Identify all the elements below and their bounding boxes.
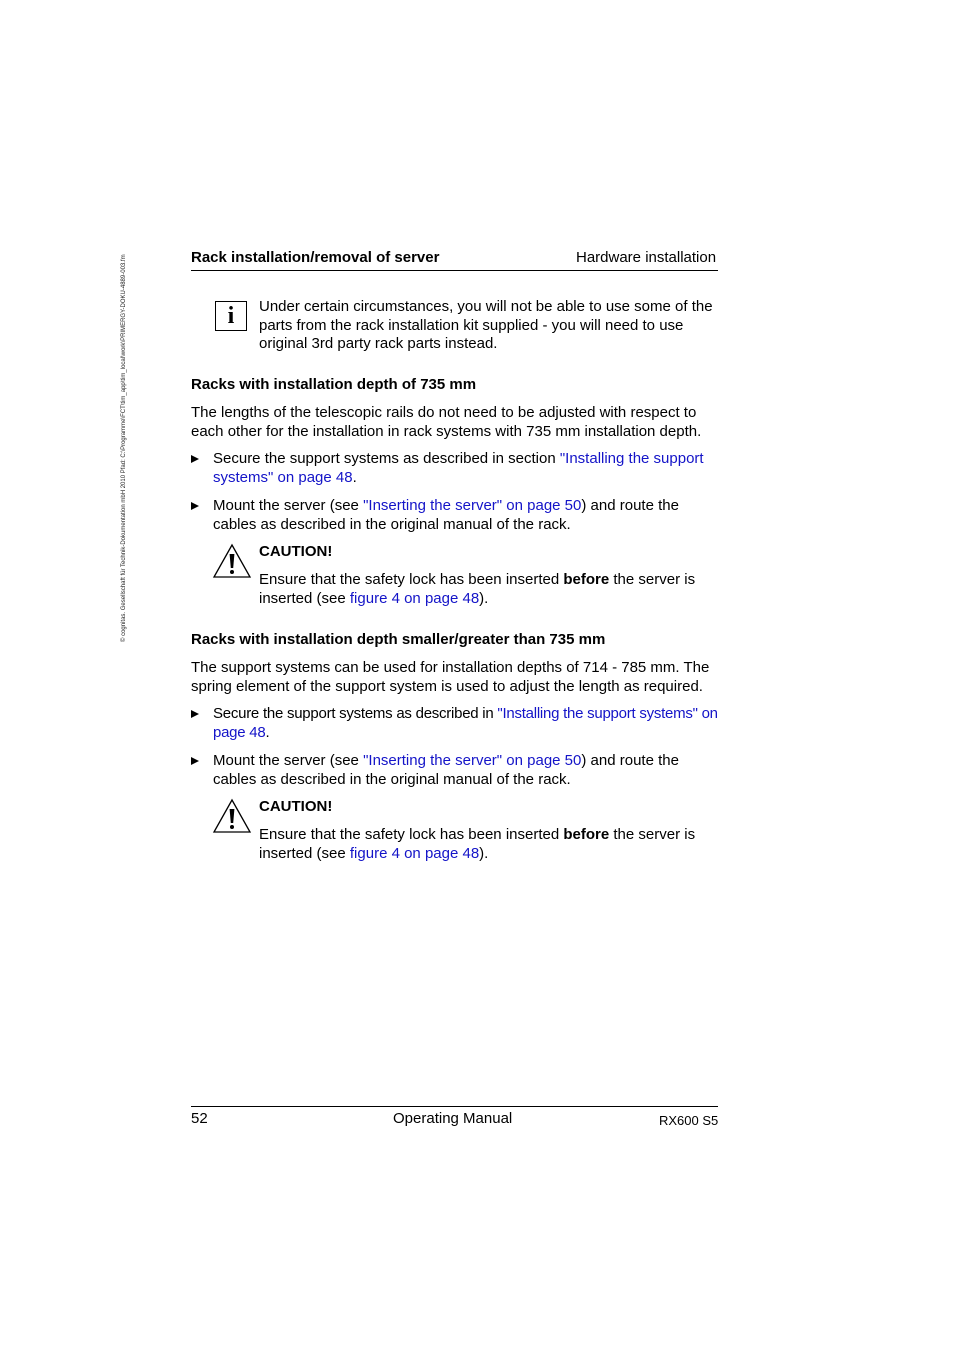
link-installing-support-systems[interactable]: "Installing the support systems" on page 48 (213, 705, 718, 741)
caution-text-part: Ensure that the safety lock has been inserted (259, 826, 564, 843)
link-inserting-server[interactable]: "Inserting the server" on page 50 (363, 752, 582, 769)
bullet-text: . (352, 468, 357, 486)
caution-title: CAUTION! (259, 798, 333, 815)
caution-emphasis: before (563, 571, 610, 588)
link-installing-support-systems[interactable]: "Installing the support systems" on page 48 (213, 450, 704, 486)
section-other-depth-bullet-1 (213, 705, 718, 742)
section-title-other-depth: Racks with installation depth smaller/greater than 735 mm (191, 631, 606, 648)
caution-title: CAUTION! (259, 543, 333, 560)
bullet-text: . (265, 723, 270, 741)
header-rule (191, 270, 718, 271)
bullet-arrow-icon (191, 502, 199, 510)
running-header-chapter: Rack installation/removal of server (191, 249, 440, 266)
bullet-arrow-icon (191, 757, 199, 765)
footer-manual-title: Operating Manual (393, 1110, 513, 1127)
caution-text-part: the server is inserted (see (259, 826, 696, 862)
bullet-text: Mount the server (see (213, 497, 364, 514)
footer-rule (191, 1106, 718, 1107)
caution-emphasis: before (563, 826, 610, 843)
caution-text-part: ). (479, 844, 489, 862)
bullet-text: Secure the support systems as described in section (213, 450, 560, 467)
section-other-depth-bullet-2 (213, 752, 718, 789)
bullet-arrow-icon (191, 455, 199, 463)
section-735-bullet-2 (213, 497, 718, 534)
bullet-text: ) and route the cables as described in the original manual of the rack. (213, 752, 679, 788)
running-header-section: Hardware installation (576, 249, 717, 266)
warning-icon (212, 798, 252, 834)
bullet-text: ) and route the cables as described in the original manual of the rack. (213, 497, 679, 533)
bullet-text: Mount the server (see (213, 752, 364, 769)
section-title-735: Racks with installation depth of 735 mm (191, 376, 477, 393)
link-figure-4[interactable]: figure 4 on page 48 (349, 844, 480, 862)
link-figure-4[interactable]: figure 4 on page 48 (349, 589, 480, 607)
sidebar-path-text: © cognitas. Gesellschaft für Technik-Dokumentation mbH 2010 Pfad: C:\Programme\FCT\tim_app\tim_local\work\PRIMERGY-DOKU-4889-003.fm (121, 254, 127, 642)
page-number: 52 (191, 1110, 208, 1127)
section-735-paragraph: The lengths of the telescopic rails do not need to be adjusted with respect to each other for the installation in rack systems with 735 mm installation depth. (191, 404, 702, 440)
caution-text-part: ). (479, 589, 489, 607)
warning-icon (212, 543, 252, 579)
caution-text (259, 571, 719, 608)
caution-text-part: Ensure that the safety lock has been inserted (259, 571, 564, 588)
caution-text-part: the server is inserted (see (259, 571, 696, 607)
footer-model: RX600 S5 (659, 1113, 719, 1128)
section-other-depth-paragraph: The support systems can be used for installation depths of 714 - 785 mm. The spring element of the support system is used to adjust the length as required. (191, 659, 710, 695)
info-note-text: Under certain circumstances, you will not be able to use some of the parts from the rack installation kit supplied - you will need to use original 3rd party rack parts instead. (259, 298, 713, 353)
bullet-text: Secure the support systems as described in (213, 705, 498, 722)
caution-text (259, 826, 719, 863)
bullet-arrow-icon (191, 710, 199, 718)
link-inserting-server[interactable]: "Inserting the server" on page 50 (363, 497, 582, 514)
section-735-bullet-1 (213, 450, 718, 487)
info-icon: i (215, 301, 247, 331)
